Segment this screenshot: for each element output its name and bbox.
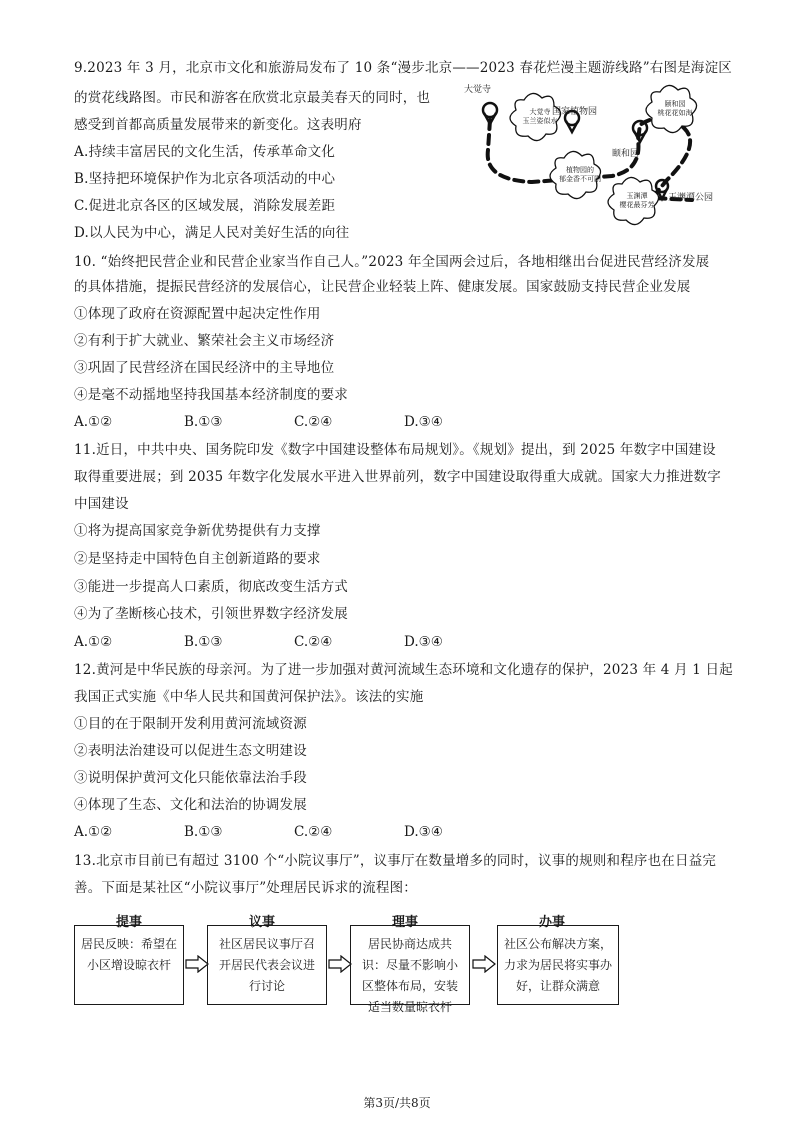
- q12-option-b: B.①③: [184, 824, 223, 840]
- flow-step-1-head: 提事: [115, 915, 142, 930]
- q11-options: [74, 632, 514, 652]
- q9-stem-line1: 9.2023 年 3 月，北京市文化和旅游局发布了 10 条“漫步北京——2023 春花烂漫主题游线路”右图是海淀区: [74, 60, 733, 76]
- q12-item-4: ④体现了生态、文化和法治的协调发展: [74, 797, 307, 813]
- q10-item-2: ②有利于扩大就业、繁荣社会主义市场经济: [74, 333, 335, 349]
- route-map: [462, 80, 728, 240]
- flower-text-1: 大觉寺 玉兰姿似水: [522, 108, 558, 125]
- q9-stem-line2: 的赏花线路图。市民和游客在欣赏北京最美春天的同时，也: [74, 90, 431, 106]
- q11-stem-line2: 取得重要进展；到 2035 年数字化发展水平进入世界前列，数字中国建设取得重大成就。国家大力推进数字: [74, 469, 721, 485]
- q9-option-b: B.坚持把环境保护作为北京各项活动的中心: [74, 171, 336, 187]
- flow-step-2-text: 社区居民议事厅召开居民代表会议进行讨论: [218, 937, 315, 993]
- flow-step-4-box: [497, 925, 619, 1005]
- q11-option-c: C.②④: [294, 634, 333, 650]
- q9-option-a: A.持续丰富居民的文化生活，传承革命文化: [74, 144, 336, 160]
- q12-option-d: D.③④: [404, 824, 443, 840]
- q13-stem-line1: 13.北京市目前已有超过 3100 个“小院议事厅”，议事厅在数量增多的同时，议事的规则和程序也在日益完: [74, 853, 717, 869]
- page-footer: 第3页/共8页: [363, 1096, 431, 1110]
- flower-text-4: 玉渊潭 樱花最芬芳: [619, 192, 655, 209]
- q13-stem-line2: 善。下面是某社区“小院议事厅”处理居民诉求的流程图：: [74, 880, 418, 896]
- q9-option-d: D.以人民为中心，满足人民对美好生活的向往: [74, 225, 350, 241]
- q10-stem-line2: 的具体措施，提振民营经济的发展信心，让民营企业轻装上阵、健康发展。国家鼓励支持民营企业发展: [74, 279, 691, 295]
- q10-item-4: ④是毫不动摇地坚持我国基本经济制度的要求: [74, 387, 348, 403]
- flow-step-4-head: 办事: [538, 915, 565, 930]
- q12-item-3: ③说明保护黄河文化只能依靠法治手段: [74, 770, 307, 786]
- q11-item-1: ①将为提高国家竞争新优势提供有力支撑: [74, 523, 321, 539]
- q10-item-1: ①体现了政府在资源配置中起决定性作用: [74, 306, 321, 322]
- q11-item-3: ③能进一步提高人口素质，彻底改变生活方式: [74, 579, 348, 595]
- q9-option-c: C.促进北京各区的区域发展，消除发展差距: [74, 198, 336, 214]
- map-label-guojia: 国家植物园: [552, 107, 598, 117]
- q11-option-a: A.①②: [74, 634, 113, 650]
- q11-item-2: ②是坚持走中国特色自主创新道路的要求: [74, 551, 321, 567]
- map-label-yuyuantan: 玉渊潭公园: [668, 193, 714, 203]
- q10-option-a: A.①②: [74, 414, 113, 430]
- q10-options: [74, 412, 514, 432]
- map-label-yiheyuan: 颐和园: [612, 149, 640, 159]
- flow-step-4-text: 社区公布解决方案，力求为居民将实事办好，让群众满意: [504, 937, 613, 993]
- q12-stem-line2: 我国正式实施《中华人民共和国黄河保护法》。该法的实施: [74, 689, 424, 705]
- flow-arrow-3: [471, 955, 497, 973]
- q10-item-3: ③巩固了民营经济在国民经济中的主导地位: [74, 360, 335, 376]
- flower-text-2: 植物园的 郁金香不可剧: [559, 166, 601, 183]
- q11-option-d: D.③④: [404, 634, 443, 650]
- q11-stem-line1: 11.近日，中共中央、国务院印发《数字中国建设整体布局规划》。《规划》提出，到 2025 年数字中国建设: [74, 442, 716, 458]
- q11-item-4: ④为了垄断核心技术，引领世界数字经济发展: [74, 606, 348, 622]
- map-label-dajuesi: 大觉寺: [464, 85, 492, 95]
- flow-step-3-box: [350, 925, 470, 1014]
- q12-options: [74, 822, 514, 842]
- q12-item-2: ②表明法治建设可以促进生态文明建设: [74, 743, 307, 759]
- flower-text-3: 颐和园 桃花花如海: [657, 100, 693, 117]
- q11-option-b: B.①③: [184, 634, 223, 650]
- q10-option-d: D.③④: [404, 414, 443, 430]
- flow-step-3-text: 居民协商达成共识：尽量不影响小区整体布局，安装适当数量晾衣杆: [361, 937, 458, 1014]
- flow-step-2-head: 议事: [248, 915, 275, 930]
- flow-step-1-text: 居民反映：希望在小区增设晾衣杆: [81, 937, 178, 972]
- flow-step-1-box: [74, 925, 184, 1005]
- q10-option-b: B.①③: [184, 414, 223, 430]
- q12-stem-line1: 12.黄河是中华民族的母亲河。为了进一步加强对黄河流域生态环境和文化遗存的保护，2023 年 4 月 1 日起: [74, 662, 733, 678]
- q9-stem-line3: 感受到首都高质量发展带来的新变化。这表明府: [74, 117, 362, 133]
- q10-stem-line1: 10. “始终把民营企业和民营企业家当作自己人。”2023 年全国两会过后，各地相继出台促进民营经济发展: [74, 254, 710, 270]
- q12-item-1: ①目的在于限制开发利用黄河流域资源: [74, 716, 307, 732]
- q10-option-c: C.②④: [294, 414, 333, 430]
- q11-stem-line3: 中国建设: [74, 496, 129, 512]
- q12-option-c: C.②④: [294, 824, 333, 840]
- flow-step-3-head: 理事: [391, 915, 418, 930]
- q12-option-a: A.①②: [74, 824, 113, 840]
- flow-step-2-box: [207, 925, 327, 1005]
